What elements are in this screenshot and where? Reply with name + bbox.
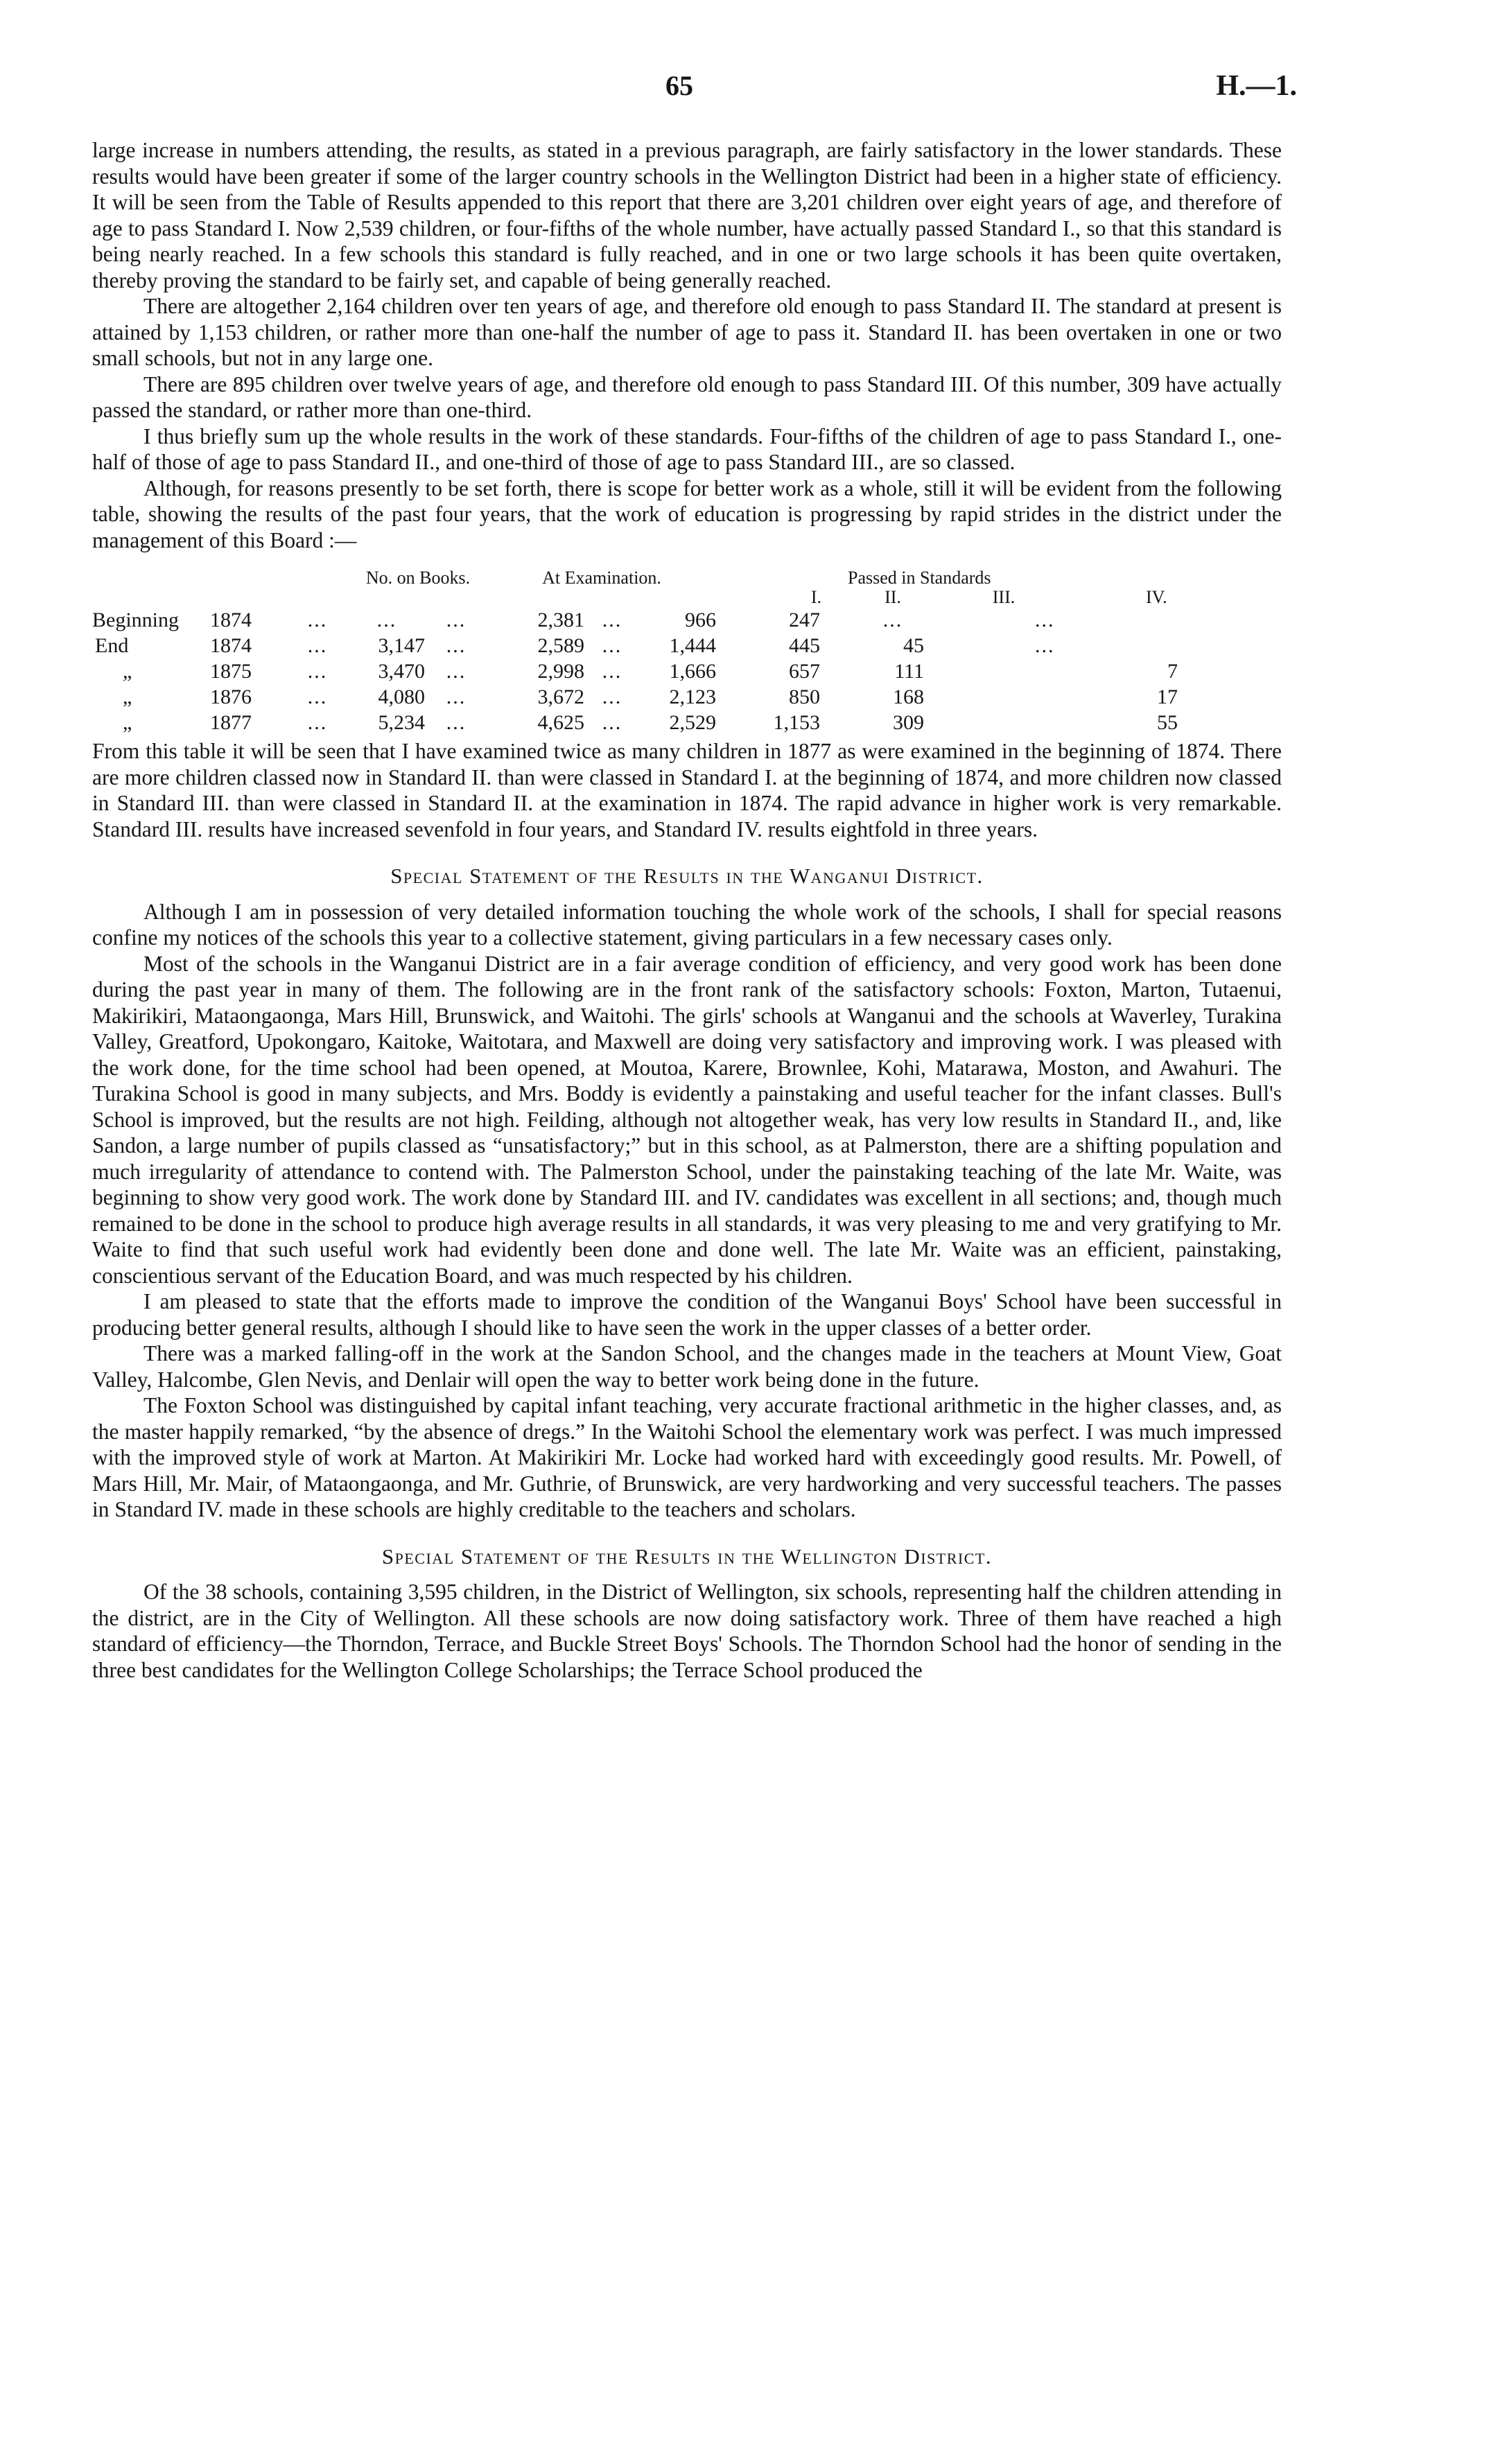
row-books: 3,470 <box>378 660 425 683</box>
row-leader: ... <box>307 660 328 683</box>
row-standard-1: 2,529 <box>669 711 716 734</box>
header-passed-in-standards: Passed in Standards <box>848 568 991 588</box>
paragraph: Of the 38 schools, containing 3,595 children, in the District of Wellington, six schools, representing half the children attending in the district, are in the City of Wellington. All these schools are now doing satisfactory work. Three of them have reached a high standard of efficiency—the Thorndon, Terrace, and Buckle Street Boys' Schools. The Thorndon School had the honor of sending in the three best candidates for the Wellington College Scholarships; the Terrace School produced the <box>92 1580 1282 1682</box>
paragraph: There was a marked falling-off in the work at the Sandon School, and the changes made in the teachers at Mount View, Goat Valley, Halcombe, Glen Nevis, and Denlair will open the way to better work being done in the future. <box>92 1341 1282 1392</box>
paragraph: Although, for reasons presently to be set forth, there is scope for better work as a whole, still it will be evident from the following table, showing the results of the past four years, that the work of education is progressing by rapid strides in the district under the management of this Board :— <box>92 475 1282 552</box>
row-leader: ... <box>602 660 622 683</box>
header-standard-2: II. <box>885 587 901 607</box>
section-heading-wellington: Special Statement of the Results in the Wellington District. <box>381 1544 993 1569</box>
row-standard-2: 247 <box>789 609 820 631</box>
row-standard-3: 309 <box>893 711 924 734</box>
row-year: 1876 <box>210 685 252 708</box>
row-standard-1: 966 <box>685 609 716 631</box>
row-leader: ... <box>602 711 622 734</box>
paragraph: The Foxton School was distinguished by capital infant teaching, very accurate fractional arithmetic in the higher classes, and, as the master happily remarked, “by the absence of dregs.” In the Waitohi School the elementary work was perfect. I was much impressed with the improved style of work at Marton. At Makirikiri Mr. Locke had worked hard with exceedingly good results. Mr. Powell, of Mars Hill, Mr. Mair, of Mataongaonga, and Mr. Guthrie, of Brunswick, are very hardworking and very successful teachers. The passes in Standard IV. made in these schools are highly creditable to the teachers and scholars. <box>92 1393 1282 1521</box>
row-label: „ <box>123 711 132 734</box>
table-row <box>92 658 1282 684</box>
row-exam: 2,381 <box>537 609 584 631</box>
row-leader: ... <box>602 685 622 708</box>
row-year: 1875 <box>210 660 252 683</box>
paragraph: There are altogether 2,164 children over ten years of age, and therefore old enough to pass Standard II. The standard at present is attained by 1,153 children, or rather more than one-half the number of age to pass it. Standard II. has been overtaken in one or two small schools, but not in any large one. <box>92 294 1282 370</box>
row-standard-3: 168 <box>893 685 924 708</box>
header-at-examination: At Examination. <box>542 568 661 588</box>
paragraph: Most of the schools in the Wanganui District are in a fair average condition of efficiency, and very good work has been done during the past year in many of them. The following are in the front rank of the satisfactory schools: Foxton, Marton, Tutaenui, Makirikiri, Mataongaonga, Mars Hill, Brunswick, and Waitohi. The girls' schools at Wanganui and the schools at Waverley, Turakina Valley, Greatford, Upokongaro, Kaitoke, Waitotara, and Maxwell are doing very satisfactory and improving work. I was pleased with the work done, for the time school had been opened, at Moutoa, Karere, Brownlee, Kohi, Matarawa, Moston, and Awahuri. The Turakina School is good in many subjects, and Mrs. Boddy is evidently a painstaking and useful teacher for the infant classes. Bull's School is improved, but the results are not high. Feilding, although not altogether weak, has very low results in Standard II., and, like Sandon, a large number of pupils classed as “unsatisfactory;” but in this school, as at Palmerston, there are a shifting population and much irregularity of attendance to contend with. The Palmerston School, under the painstaking teaching of the late Mr. Waite, was beginning to show very good work. The work done by Standard III. and IV. candidates was excellent in all sections; and, though much remained to be done in the school to produce high average results in all standards, it was very pleasing to me and very gratifying to Mr. Waite to find that such useful work had evidently been done and done well. The late Mr. Waite was an efficient, painstaking, conscientious servant of the Education Board, and was much respected by his children. <box>92 951 1282 1288</box>
row-standard-4: 17 <box>1157 685 1178 708</box>
row-standard-3: 111 <box>894 660 924 683</box>
table-row <box>92 607 1282 633</box>
row-standard-2: 850 <box>789 685 820 708</box>
row-standard-4: ... <box>1035 609 1055 631</box>
row-label: End <box>95 634 129 657</box>
row-leader: ... <box>307 634 328 657</box>
row-leader: ... <box>307 711 328 734</box>
report-code: H.—1. <box>1216 70 1297 102</box>
row-standard-2: 1,153 <box>773 711 820 734</box>
row-standard-3: 45 <box>903 634 924 657</box>
row-leader: ... <box>446 660 467 683</box>
row-leader: ... <box>307 609 328 631</box>
row-standard-4: 55 <box>1157 711 1178 734</box>
row-standard-2: 445 <box>789 634 820 657</box>
row-year: 1874 <box>210 609 252 631</box>
row-standard-1: 1,444 <box>669 634 716 657</box>
table-header-row-top <box>92 568 1282 588</box>
row-label: „ <box>123 660 132 683</box>
row-exam: 4,625 <box>537 711 584 734</box>
row-exam: 2,998 <box>537 660 584 683</box>
header-no-on-books: No. on Books. <box>365 568 471 588</box>
row-standard-4: ... <box>1035 634 1055 657</box>
table-row <box>92 684 1282 710</box>
header-standard-4: IV. <box>1146 587 1167 607</box>
row-leader: ... <box>446 634 467 657</box>
row-year: 1874 <box>210 634 252 657</box>
row-standard-1: 1,666 <box>669 660 716 683</box>
row-standard-1: 2,123 <box>669 685 716 708</box>
row-leader: ... <box>446 685 467 708</box>
row-leader: ... <box>446 711 467 734</box>
row-standard-2: 657 <box>789 660 820 683</box>
row-label: „ <box>123 685 132 708</box>
row-leader: ... <box>602 609 622 631</box>
row-exam: 2,589 <box>537 634 584 657</box>
paragraph: From this table it will be seen that I have examined twice as many children in 1877 as were examined in the beginning of 1874. There are more children classed now in Standard II. than were classed in Standard I. at the beginning of 1874, and more children now classed in Standard III. than were classed in Standard II. at the examination in 1874. The rapid advance in higher work is very remarkable. Standard III. results have increased sevenfold in four years, and Standard IV. results eightfold in three years. <box>92 739 1282 841</box>
page-header <box>0 69 1498 111</box>
row-books: 5,234 <box>378 711 425 734</box>
table-row <box>92 710 1282 735</box>
row-label: Beginning <box>92 609 179 631</box>
row-books: 3,147 <box>378 634 425 657</box>
paragraph: I thus briefly sum up the whole results in the work of these standards. Four-fifths of the children of age to pass Standard I., one-half of those of age to pass Standard II., and one-third of those of age to pass Standard III., are so classed. <box>92 423 1282 474</box>
header-standard-3: III. <box>992 587 1016 607</box>
row-books: ... <box>376 609 397 631</box>
row-exam: 3,672 <box>537 685 584 708</box>
row-leader: ... <box>602 634 622 657</box>
paragraph: large increase in numbers attending, the results, as stated in a previous paragraph, are fairly satisfactory in the lower standards. These results would have been greater if some of the larger country schools in the Wellington District had been in a higher state of efficiency. It will be seen from the Table of Results appended to this report that there are 3,201 children over eight years of age, and therefore of age to pass Standard I. Now 2,539 children, or four-fifths of the whole number, have actually passed Standard I., so that this standard is being nearly reached. In a few schools this standard is fully reached, and in one or two large schools it has been quite overtaken, thereby proving the standard to be fairly set, and capable of being generally reached. <box>92 138 1282 292</box>
section-heading-wanganui: Special Statement of the Results in the Wanganui District. <box>390 864 984 888</box>
row-books: 4,080 <box>378 685 425 708</box>
table-row <box>92 633 1282 658</box>
paragraph: There are 895 children over twelve years of age, and therefore old enough to pass Standard III. Of this number, 309 have actually passed the standard, or rather more than one-third. <box>92 372 1282 422</box>
row-leader: ... <box>446 609 467 631</box>
table-header-row-sub <box>92 588 1282 607</box>
paragraph: Although I am in possession of very detailed information touching the whole work of the schools, I shall for special reasons confine my notices of the schools this year to a collective statement, giving particulars in a few necessary cases only. <box>92 899 1282 950</box>
row-standard-3: ... <box>882 609 903 631</box>
row-year: 1877 <box>210 711 252 734</box>
paragraph: I am pleased to state that the efforts made to improve the condition of the Wanganui Boys' School have been successful in producing better general results, although I should like to have seen the work in the upper classes of a better order. <box>92 1289 1282 1340</box>
row-leader: ... <box>307 685 328 708</box>
body-text <box>92 137 1282 1683</box>
page-number: 65 <box>665 70 693 101</box>
header-standard-1: I. <box>810 587 821 607</box>
results-table <box>92 568 1282 735</box>
row-standard-4: 7 <box>1167 660 1178 683</box>
